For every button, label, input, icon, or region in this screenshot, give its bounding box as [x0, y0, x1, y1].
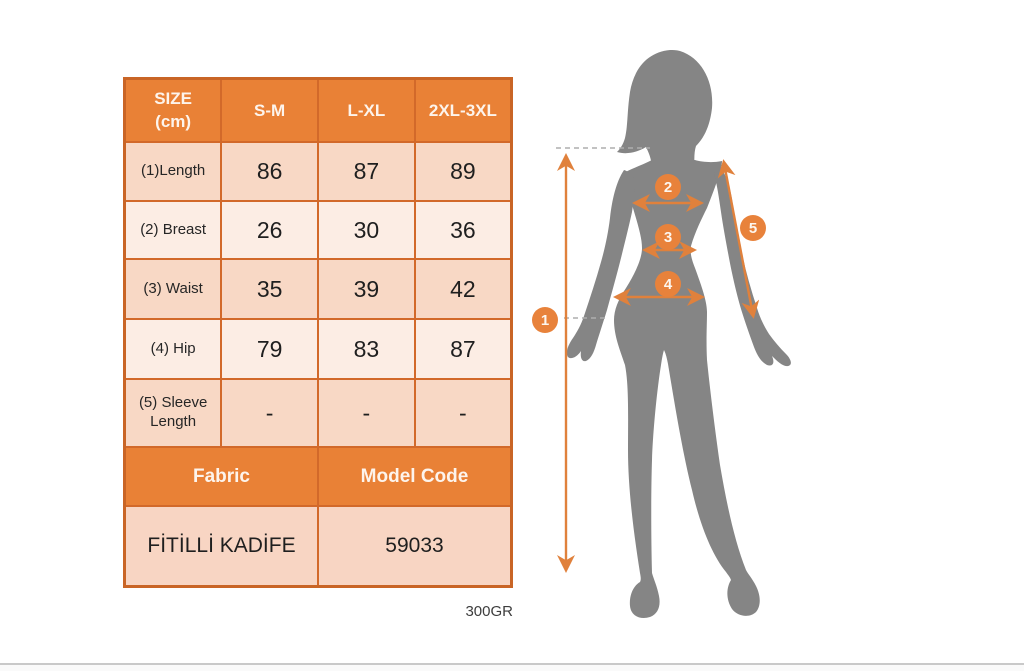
page-bottom-edge — [0, 665, 1024, 671]
cell-value: 39 — [318, 259, 415, 319]
cell-value: 86 — [221, 142, 318, 201]
info-header-row — [125, 447, 512, 506]
body-measurement-svg — [530, 20, 860, 632]
table-row-sleeve-length — [125, 379, 512, 447]
row-label: (5) Sleeve Length — [125, 379, 222, 447]
cell-value: 83 — [318, 319, 415, 379]
size-table-header-row — [125, 79, 512, 143]
size-header-line2: (cm) — [155, 111, 192, 131]
row-label: (1)Length — [125, 142, 222, 201]
marker-5-sleeve: 5 — [740, 215, 766, 241]
female-body-silhouette — [567, 50, 791, 618]
info-value-row — [125, 506, 512, 587]
size-header-line1: SIZE — [154, 88, 193, 108]
model-code-value: 59033 — [318, 506, 512, 587]
table-row-hip — [125, 319, 512, 379]
column-header-2xl3xl: 2XL-3XL — [415, 79, 512, 143]
head-shape — [617, 50, 712, 170]
torso-legs-shape — [614, 160, 760, 618]
marker-1-length: 1 — [532, 307, 558, 333]
fabric-header: Fabric — [125, 447, 319, 506]
cell-value: 26 — [221, 201, 318, 259]
cell-value: 36 — [415, 201, 512, 259]
cell-value: 89 — [415, 142, 512, 201]
row-label: (4) Hip — [125, 319, 222, 379]
column-header-sm: S-M — [221, 79, 318, 143]
cell-value: 35 — [221, 259, 318, 319]
cell-value: 87 — [415, 319, 512, 379]
cell-value: 30 — [318, 201, 415, 259]
table-row-waist — [125, 259, 512, 319]
cell-value: - — [221, 379, 318, 447]
model-code-header: Model Code — [318, 447, 512, 506]
size-unit-header — [125, 79, 222, 143]
table-row-length — [125, 142, 512, 201]
fabric-value: FİTİLLİ KADİFE — [125, 506, 319, 587]
table-row-breast — [125, 201, 512, 259]
cell-value: 87 — [318, 142, 415, 201]
marker-3-waist: 3 — [655, 224, 681, 250]
cell-value: 42 — [415, 259, 512, 319]
cell-value: - — [415, 379, 512, 447]
marker-4-hip: 4 — [655, 271, 681, 297]
right-arm-shape — [714, 166, 791, 366]
weight-footnote: 300GR — [465, 603, 513, 620]
measurement-diagram — [530, 20, 860, 632]
size-table — [123, 77, 513, 588]
row-label: (2) Breast — [125, 201, 222, 259]
column-header-lxl: L-XL — [318, 79, 415, 143]
cell-value: - — [318, 379, 415, 447]
cell-value: 79 — [221, 319, 318, 379]
row-label: (3) Waist — [125, 259, 222, 319]
marker-2-breast: 2 — [655, 174, 681, 200]
